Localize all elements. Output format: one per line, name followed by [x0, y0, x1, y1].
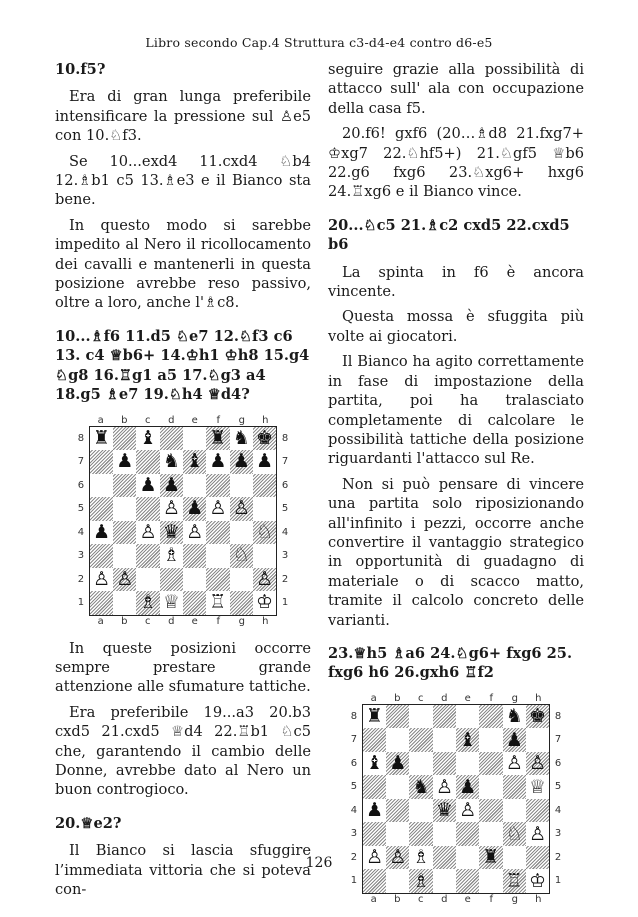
chess-piece-icon: ♜: [482, 846, 500, 869]
rank-labels-right: [277, 427, 293, 615]
board-square: [230, 497, 253, 521]
board-square: [386, 775, 409, 799]
board-square: [479, 799, 502, 823]
board-square: [433, 728, 456, 752]
board-square: [409, 846, 432, 870]
file-label: f: [216, 615, 221, 627]
chess-piece-icon: ♞: [505, 705, 523, 728]
board-square: [409, 752, 432, 776]
chess-piece-icon: ♟: [389, 752, 407, 775]
board-square: [433, 799, 456, 823]
board-square: [183, 450, 206, 474]
board-square: [253, 474, 276, 498]
paragraph: Il Bianco si lascia sfuggire l’immediata vittoria che si poteva con-: [55, 842, 311, 898]
rank-label: 2: [77, 573, 85, 585]
chess-piece-icon: ♙: [389, 846, 407, 869]
board-square: [479, 822, 502, 846]
rank-label: 1: [281, 597, 289, 608]
board-square: [526, 705, 549, 729]
board-square: [90, 544, 113, 568]
board-square: [253, 427, 276, 451]
board-square: [409, 728, 432, 752]
board-square: [456, 728, 479, 752]
board-square: [136, 497, 159, 521]
rank-label: 8: [281, 432, 289, 444]
file-label: a: [370, 692, 377, 704]
paragraph: Non si può pensare di vincere una partita solo riposizionando all'infinito i pezzi, occorre anche convertire il vantaggio strategico in opportunità di guadagno di materiale o di scacco matto, tramite il calcolo concreto delle varianti.: [328, 475, 584, 629]
board-square: [206, 568, 229, 592]
rank-label: 7: [554, 734, 562, 746]
file-label: c: [418, 692, 424, 704]
board-square: [526, 822, 549, 846]
board-square: [136, 544, 159, 568]
chess-piece-icon: ♟: [209, 450, 227, 473]
board-square: [253, 544, 276, 568]
board-square: [409, 799, 432, 823]
file-label: e: [464, 692, 471, 704]
board-square: [409, 705, 432, 729]
rank-label: 5: [554, 781, 562, 793]
board-square: [90, 591, 113, 615]
chess-piece-icon: ♟: [505, 728, 523, 751]
file-label: g: [238, 615, 245, 627]
chess-piece-icon: ♟: [162, 473, 180, 496]
board-square: [363, 846, 386, 870]
board-square: [136, 474, 159, 498]
file-label: e: [464, 893, 471, 905]
file-label: h: [262, 414, 269, 426]
right-column: [328, 60, 584, 917]
chess-piece-icon: ♙: [116, 567, 134, 590]
file-label: e: [191, 414, 198, 426]
board-square: [160, 521, 183, 545]
file-label: f: [216, 414, 221, 426]
file-label: h: [535, 893, 542, 905]
paragraph: In queste posizioni occorre sempre prestare grande attenzione alle sfumature tattiche.: [55, 639, 311, 696]
board-square: [113, 427, 136, 451]
file-label: h: [262, 615, 269, 627]
board-square: [206, 591, 229, 615]
chess-piece-icon: ♙: [186, 520, 204, 543]
board-square: [386, 822, 409, 846]
board-square: [363, 799, 386, 823]
board-square: [433, 869, 456, 893]
board-square: [230, 521, 253, 545]
board-square: [253, 521, 276, 545]
board-square: [526, 799, 549, 823]
paragraph: Questa mossa è sfuggita più volte ai giocatori.: [328, 308, 584, 345]
board-square: [409, 869, 432, 893]
board-square: [479, 705, 502, 729]
file-label: d: [441, 692, 448, 704]
rank-label: 8: [554, 710, 562, 722]
chess-piece-icon: ♝: [139, 426, 157, 449]
file-labels-bottom: [362, 894, 550, 905]
board-square: [363, 775, 386, 799]
chess-piece-icon: ♛: [162, 520, 180, 543]
chess-piece-icon: ♗: [162, 544, 180, 567]
chess-diagram-2: [346, 693, 566, 905]
rank-label: 5: [350, 781, 358, 793]
board-square: [503, 728, 526, 752]
board-square: [113, 591, 136, 615]
board-square: [230, 544, 253, 568]
board-square: [386, 869, 409, 893]
chess-piece-icon: ♙: [139, 520, 157, 543]
board-square: [386, 728, 409, 752]
board-square: [253, 568, 276, 592]
board-square: [503, 705, 526, 729]
file-label: b: [394, 692, 401, 704]
chess-piece-icon: ♖: [505, 869, 523, 892]
chess-piece-icon: ♟: [232, 450, 250, 473]
chess-piece-icon: ♕: [528, 775, 547, 798]
file-label: d: [168, 414, 175, 426]
chess-piece-icon: ♗: [412, 846, 430, 869]
board-square: [456, 869, 479, 893]
rank-label: 2: [350, 851, 358, 863]
board-square: [136, 427, 159, 451]
chess-piece-icon: ♔: [255, 591, 274, 614]
file-labels-bottom: [89, 616, 277, 627]
board-square: [113, 450, 136, 474]
file-label: b: [121, 615, 128, 627]
board-square: [183, 521, 206, 545]
paragraph: seguire grazie alla possibilità di attacco sull' ala con occupazione della casa f5.: [328, 61, 584, 117]
board-square: [113, 521, 136, 545]
rank-label: 2: [554, 851, 562, 863]
board-square: [206, 521, 229, 545]
left-column: [55, 60, 311, 905]
board-square: [433, 705, 456, 729]
board-square: [363, 869, 386, 893]
board-square: [183, 497, 206, 521]
file-label: c: [145, 414, 151, 426]
board-square: [503, 775, 526, 799]
file-label: g: [511, 692, 518, 704]
paragraph: In questo modo si sarebbe impedito al Nero il ricollocamento dei cavalli e mantenerli in questa posizione avrebbe reso passivo, oltre a loro, anche l'♗c8.: [55, 216, 311, 312]
file-label: b: [121, 414, 128, 426]
board-square: [90, 521, 113, 545]
paragraph: Se 10...exd4 11.cxd4 ♘b4 12.♗b1 c5 13.♗e3 e il Bianco sta bene.: [55, 152, 311, 209]
board-square: [160, 591, 183, 615]
paragraph: Era preferibile 19...a3 20.b3 cxd5 21.cxd5 ♕d4 22.♖b1 ♘c5 che, garantendo il cambio delle Donne, avrebbe dato al Nero un buon controgioco.: [55, 703, 311, 799]
chess-piece-icon: ♛: [435, 799, 453, 822]
rank-label: 3: [77, 550, 85, 561]
chess-piece-icon: ♙: [162, 497, 180, 520]
paragraph: 20.f6! gxf6 (20…♗d8 21.fxg7+ ♔xg7 22.♘hf5+) 21.♘gf5 ♕b6 22.g6 fxg6 23.♘xg6+ hxg6 24.♖xg6 e il Bianco vince.: [328, 125, 584, 201]
rank-label: 2: [281, 573, 289, 585]
rank-label: 7: [77, 456, 85, 467]
board-square: [433, 752, 456, 776]
chess-piece-icon: ♜: [92, 426, 111, 449]
chess-piece-icon: ♜: [365, 705, 384, 728]
board-square: [409, 822, 432, 846]
board-square: [90, 474, 113, 498]
rank-label: 1: [350, 875, 358, 887]
rank-label: 4: [77, 526, 85, 538]
file-label: a: [370, 893, 377, 905]
file-label: g: [238, 414, 245, 426]
file-labels-top: [362, 693, 550, 704]
board-square: [433, 822, 456, 846]
board-square: [526, 869, 549, 893]
chess-piece-icon: ♝: [365, 752, 384, 775]
board-square: [363, 728, 386, 752]
rank-label: 1: [554, 875, 562, 887]
file-label: b: [394, 893, 401, 905]
rank-label: 4: [554, 804, 562, 816]
board-square: [230, 450, 253, 474]
chess-piece-icon: ♟: [92, 520, 111, 543]
board-square: [136, 521, 159, 545]
rank-label: 5: [281, 503, 289, 514]
rank-label: 7: [281, 456, 289, 467]
board-square: [90, 427, 113, 451]
chess-piece-icon: ♖: [209, 591, 227, 614]
board-square: [503, 869, 526, 893]
chess-piece-icon: ♙: [459, 799, 477, 822]
board-square: [90, 450, 113, 474]
board-square: [230, 474, 253, 498]
board-square: [479, 846, 502, 870]
board-square: [253, 450, 276, 474]
board-square: [136, 591, 159, 615]
paragraph: La spinta in f6 è ancora vincente.: [328, 263, 584, 301]
board-square: [183, 427, 206, 451]
board-square: [253, 591, 276, 615]
board-square: [386, 705, 409, 729]
board-square: [456, 822, 479, 846]
running-head: Libro secondo Cap.4 Struttura c3-d4-e4 contro d6-e5: [145, 35, 493, 50]
chess-piece-icon: ♞: [412, 775, 430, 798]
chess-piece-icon: ♟: [459, 775, 477, 798]
board-square: [456, 752, 479, 776]
board-square: [136, 450, 159, 474]
board-square: [230, 568, 253, 592]
rank-label: 8: [350, 710, 358, 722]
board-square: [526, 752, 549, 776]
board-square: [113, 474, 136, 498]
board-square: [136, 568, 159, 592]
board-square: [206, 427, 229, 451]
board-square: [479, 752, 502, 776]
board-square: [503, 752, 526, 776]
file-label: g: [511, 893, 518, 905]
board-square: [160, 568, 183, 592]
chess-piece-icon: ♗: [139, 591, 157, 614]
chess-piece-icon: ♜: [209, 426, 227, 449]
chess-piece-icon: ♘: [255, 520, 274, 543]
rank-label: 6: [350, 757, 358, 769]
board-square: [253, 497, 276, 521]
board-square: [433, 775, 456, 799]
chess-piece-icon: ♙: [365, 846, 384, 869]
rank-label: 4: [281, 526, 289, 538]
board-square: [409, 775, 432, 799]
chess-piece-icon: ♞: [162, 450, 180, 473]
file-label: d: [168, 615, 175, 627]
board-square: [386, 846, 409, 870]
chess-piece-icon: ♙: [505, 752, 523, 775]
chess-piece-icon: ♚: [255, 426, 274, 449]
chess-piece-icon: ♗: [412, 869, 430, 892]
chess-piece-icon: ♟: [139, 473, 157, 496]
board-square: [160, 497, 183, 521]
board-square: [90, 568, 113, 592]
rank-label: 3: [350, 828, 358, 840]
move-heading: 10.f5?: [55, 61, 106, 78]
board-square: [479, 775, 502, 799]
board-square: [160, 474, 183, 498]
board-square: [503, 799, 526, 823]
chess-piece-icon: ♟: [365, 799, 384, 822]
board-square: [456, 775, 479, 799]
move-heading: 20...♘c5 21.♗c2 cxd5 22.cxd5 b6: [328, 216, 570, 254]
chessboard: [89, 426, 277, 616]
board-square: [456, 705, 479, 729]
board-square: [363, 752, 386, 776]
board-square: [479, 869, 502, 893]
rank-label: 3: [281, 550, 289, 561]
file-label: h: [535, 692, 542, 704]
board-square: [526, 775, 549, 799]
board-square: [183, 568, 206, 592]
rank-label: 6: [77, 479, 85, 491]
board-square: [183, 474, 206, 498]
chess-piece-icon: ♟: [255, 450, 274, 473]
rank-label: 7: [350, 734, 358, 746]
page-number: 126: [305, 855, 333, 871]
chess-piece-icon: ♙: [528, 752, 547, 775]
board-square: [90, 497, 113, 521]
move-heading: 10...♗f6 11.d5 ♘e7 12.♘f3 c6 13. c4 ♕b6+ 14.♔h1 ♔h8 15.g4 ♘g8 16.♖g1 a5 17.♘g3 a4 18.g5 ♗e7 19.♘h4 ♕d4?: [55, 327, 310, 404]
chess-piece-icon: ♚: [528, 705, 547, 728]
chess-piece-icon: ♟: [186, 497, 204, 520]
board-square: [386, 752, 409, 776]
chess-piece-icon: ♙: [435, 775, 453, 798]
chess-piece-icon: ♙: [209, 497, 227, 520]
board-square: [206, 544, 229, 568]
board-square: [503, 822, 526, 846]
rank-label: 8: [77, 432, 85, 444]
file-label: d: [441, 893, 448, 905]
board-square: [479, 728, 502, 752]
board-square: [206, 497, 229, 521]
move-heading: 23.♕h5 ♗a6 24.♘g6+ fxg6 25. fxg6 h6 26.gxh6 ♖f2: [328, 644, 573, 682]
chess-piece-icon: ♝: [186, 450, 204, 473]
file-label: a: [97, 615, 104, 627]
board-square: [160, 450, 183, 474]
paragraph: Il Bianco ha agito correttamente in fase di impostazione della partita, poi ha tralasciato completamente di calcolare le possibilità tattiche della posizione riguardanti l'attacco sul Re.: [328, 353, 584, 468]
board-square: [386, 799, 409, 823]
board-square: [113, 497, 136, 521]
board-square: [183, 544, 206, 568]
board-square: [183, 591, 206, 615]
paragraph: Era di gran lunga preferibile intensificare la pressione sul ♙e5 con 10.♘f3.: [55, 88, 311, 145]
chess-piece-icon: ♘: [232, 544, 250, 567]
board-square: [206, 474, 229, 498]
chess-piece-icon: ♞: [232, 426, 250, 449]
file-labels-top: [89, 415, 277, 426]
rank-labels-left: [73, 427, 89, 615]
chess-piece-icon: ♙: [232, 497, 250, 520]
file-label: e: [191, 615, 198, 627]
board-square: [230, 427, 253, 451]
file-label: c: [418, 893, 424, 905]
chess-piece-icon: ♔: [528, 869, 547, 892]
chess-piece-icon: ♝: [459, 728, 477, 751]
file-label: f: [489, 893, 494, 905]
board-square: [363, 822, 386, 846]
board-square: [113, 544, 136, 568]
chess-piece-icon: ♙: [528, 822, 547, 845]
board-square: [526, 728, 549, 752]
rank-label: 1: [77, 597, 85, 608]
board-square: [160, 427, 183, 451]
file-label: c: [145, 615, 151, 627]
rank-label: 4: [350, 804, 358, 816]
chess-piece-icon: ♙: [92, 567, 111, 590]
chess-piece-icon: ♟: [116, 450, 134, 473]
board-square: [230, 591, 253, 615]
board-square: [206, 450, 229, 474]
rank-label: 6: [281, 479, 289, 491]
board-square: [456, 799, 479, 823]
chess-diagram-1: [73, 415, 293, 627]
chess-piece-icon: ♙: [255, 567, 274, 590]
board-square: [363, 705, 386, 729]
rank-label: 3: [554, 828, 562, 840]
chess-piece-icon: ♘: [505, 822, 523, 845]
board-square: [113, 568, 136, 592]
file-label: f: [489, 692, 494, 704]
rank-label: 6: [554, 757, 562, 769]
file-label: a: [97, 414, 104, 426]
board-square: [160, 544, 183, 568]
rank-label: 5: [77, 503, 85, 514]
move-heading: 20.♕e2?: [55, 814, 122, 832]
chess-piece-icon: ♕: [162, 591, 180, 614]
